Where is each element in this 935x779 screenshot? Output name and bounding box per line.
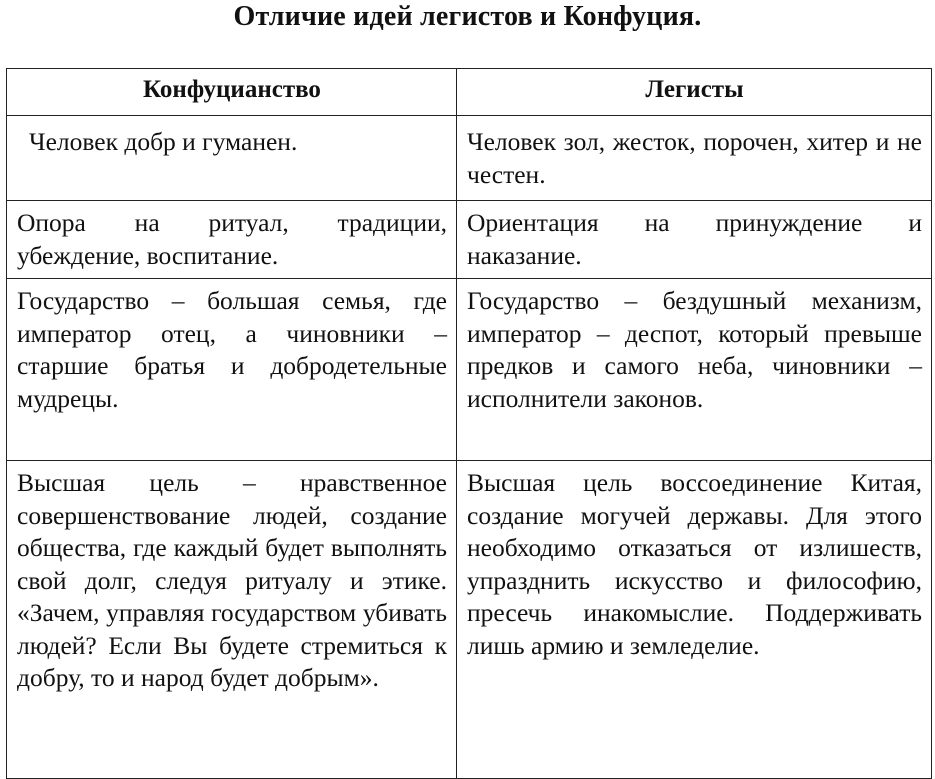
confucianism-cell: Государство – большая семья, где император отец, а чиновники – старшие братья и добродетельные мудрецы. <box>7 279 457 461</box>
confucianism-cell <box>7 116 457 201</box>
table-row <box>7 279 932 461</box>
table-row <box>7 461 932 779</box>
header-legalists: Легисты <box>457 69 932 116</box>
page-title: Отличие идей легистов и Конфуция. <box>233 1 702 32</box>
legalists-cell: Государство – бездушный механизм, император – деспот, который превыше предков и самого неба, чиновники – исполнители законов. <box>457 279 932 461</box>
legalists-cell: Высшая цель воссоединение Китая, создание могучей державы. Для этого необходимо отказаться от излишеств, упразднить искусство и философию, пресечь инакомыслие. Поддерживать лишь армию и земледелие. <box>457 461 932 779</box>
table-row <box>7 201 932 279</box>
header-confucianism: Конфуцианство <box>7 69 457 116</box>
confucianism-cell: Опора на ритуал, традиции, убеждение, воспитание. <box>7 201 457 279</box>
cell-text: Человек добр и гуманен. <box>29 127 298 156</box>
confucianism-cell: Высшая цель – нравственное совершенствование людей, создание общества, где каждый будет выполнять свой долг, следуя ритуалу и этике. «Зачем, управляя государством убивать людей? Если Вы будете стремиться к добру, то и народ будет добрым». <box>7 461 457 779</box>
comparison-table <box>6 68 932 779</box>
table-row <box>7 116 932 201</box>
legalists-cell: Ориентация на принуждение и наказание. <box>457 201 932 279</box>
header-row <box>7 69 932 116</box>
legalists-cell: Человек зол, жесток, порочен, хитер и не честен. <box>457 116 932 201</box>
